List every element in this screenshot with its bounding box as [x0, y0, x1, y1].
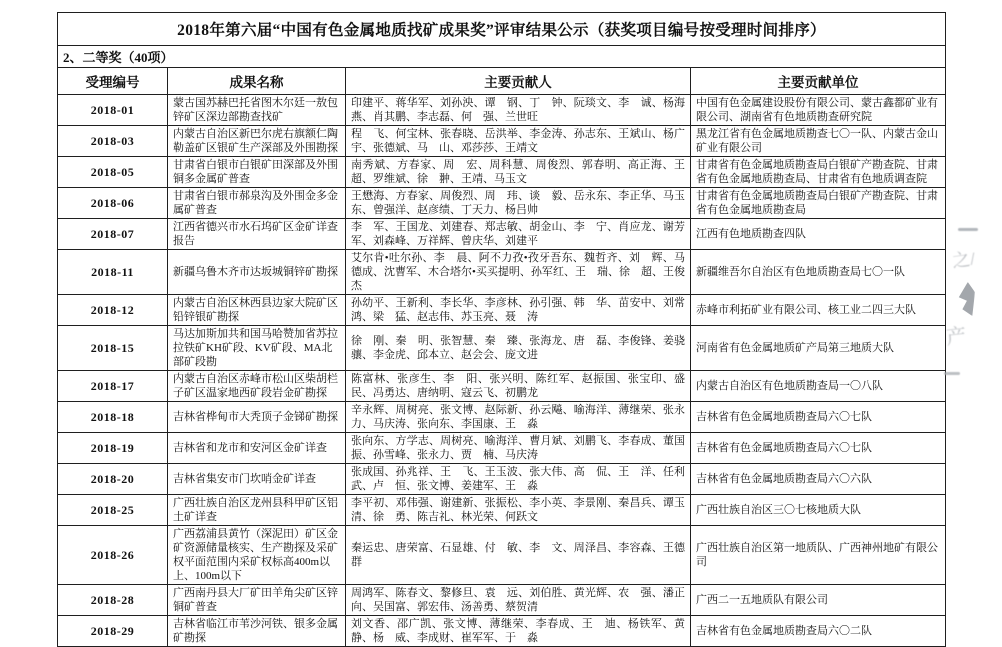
- cell-name: 新疆乌鲁木齐市达坂城铜锌矿勘探: [168, 250, 346, 295]
- cell-name: 蒙古国苏赫巴托省图木尔廷一敖包锌矿区深边部勘查找矿: [168, 95, 346, 126]
- cell-units: 黑龙江省有色金属地质勘查七〇一队、内蒙古金山矿业有限公司: [691, 126, 946, 157]
- cell-id: 2018-03: [58, 126, 168, 157]
- cell-contributors: 南秀斌、方春家、周 宏、周科慧、周俊烈、郭春明、高正海、王超、罗维斌、徐 翀、王靖、马玉文: [346, 157, 691, 188]
- cell-units: 新疆维吾尔自治区有色地质勘查局七〇一队: [691, 250, 946, 295]
- cell-contributors: 张成国、孙兆祥、王 飞、王玉波、张大伟、高 侃、王 洋、任利武、卢 恒、张文博、姜建军、王 淼: [346, 464, 691, 495]
- cell-name: 吉林省桦甸市大秃顶子金锑矿勘探: [168, 402, 346, 433]
- cell-units: 吉林省有色金属地质勘查局六〇二队: [691, 616, 946, 647]
- column-header-row: [58, 68, 946, 95]
- cell-contributors: 艾尔肯•吐尔孙、李 晨、阿不力孜•孜牙吾东、魏哲齐、刘 辉、马德成、沈曹军、木合塔尔•买买提明、孙军红、王 瑞、徐 超、王俊杰: [346, 250, 691, 295]
- scan-artifact-glyph: 产: [945, 325, 968, 349]
- cell-units: 甘肃省有色金属地质勘查局白银矿产勘查院、甘肃省有色金属地质勘查局、甘肃省有色地质调查院: [691, 157, 946, 188]
- cell-contributors: 程 飞、何宝林、张春晓、岳洪举、李金涛、孙志东、王斌山、杨广宇、张德斌、马 山、邓莎莎、王靖文: [346, 126, 691, 157]
- table-row: [58, 371, 946, 402]
- cell-id: 2018-15: [58, 326, 168, 371]
- cell-id: 2018-25: [58, 495, 168, 526]
- table-row: [58, 250, 946, 295]
- cell-contributors: 李平初、邓伟强、谢建新、张振松、李小英、李景刚、秦昌兵、谭玉清、徐 勇、陈吉礼、林光荣、何跃文: [346, 495, 691, 526]
- cell-name: 内蒙古自治区林西县边家大院矿区铅锌银矿勘探: [168, 295, 346, 326]
- cell-contributors: 秦运忠、唐荣富、石显雄、付 敏、李 文、周泽昌、李容森、王德群: [346, 526, 691, 585]
- cell-name: 广西荔浦县黄竹（深泥田）矿区金矿资源储量核实、生产勘探及采矿权平面范围内采矿权标高400m以上、100m以下: [168, 526, 346, 585]
- cell-units: 吉林省有色金属地质勘查局六〇七队: [691, 433, 946, 464]
- title-row: [58, 13, 946, 46]
- table-row: [58, 433, 946, 464]
- table-row: [58, 295, 946, 326]
- cell-units: 中国有色金属建设股份有限公司、蒙古鑫都矿业有限公司、湖南省有色地质勘查研究院: [691, 95, 946, 126]
- cell-units: 内蒙古自治区有色地质勘查局一〇八队: [691, 371, 946, 402]
- cell-name: 内蒙古自治区新巴尔虎右旗额仁陶勒盖矿区银矿生产深部及外围勘探: [168, 126, 346, 157]
- section-label: 2、二等奖（40项）: [58, 46, 946, 68]
- cell-id: 2018-12: [58, 295, 168, 326]
- cell-contributors: 孙幼平、王新利、李长华、李彦林、孙引强、韩 华、苗安中、刘常鸿、梁 猛、赵志伟、苏玉亮、聂 涛: [346, 295, 691, 326]
- cell-units: 河南省有色金属地质矿产局第三地质大队: [691, 326, 946, 371]
- cell-name: 马达加斯加共和国马哈赞加省苏拉拉铁矿KH矿段、KV矿段、MA北部矿段勘: [168, 326, 346, 371]
- table-row: [58, 126, 946, 157]
- cell-name: 甘肃省白银市白银矿田深部及外围铜多金属矿普查: [168, 157, 346, 188]
- cell-id: 2018-11: [58, 250, 168, 295]
- column-header: 受理编号: [58, 68, 168, 95]
- cell-id: 2018-19: [58, 433, 168, 464]
- cell-contributors: 辛永辉、周树亮、张文博、赵际新、孙云飚、喻海洋、薄继荣、张永力、马庆涛、张向东、李国康、王 淼: [346, 402, 691, 433]
- table-row: [58, 402, 946, 433]
- cell-units: 赤峰市利拓矿业有限公司、核工业二四三大队: [691, 295, 946, 326]
- cell-name: 甘肃省白银市郝泉沟及外围金多金属矿普查: [168, 188, 346, 219]
- cell-id: 2018-20: [58, 464, 168, 495]
- column-header: 主要贡献人: [346, 68, 691, 95]
- table-row: [58, 326, 946, 371]
- cell-id: 2018-17: [58, 371, 168, 402]
- table-row: [58, 219, 946, 250]
- cell-name: 广西壮族自治区龙州县科甲矿区铝土矿详查: [168, 495, 346, 526]
- table-row: [58, 188, 946, 219]
- cell-name: 吉林省临江市苇沙河铁、银多金属矿勘探: [168, 616, 346, 647]
- scan-artifact-dash: [944, 372, 960, 375]
- scan-artifact-dash: [958, 228, 978, 231]
- table-row: [58, 616, 946, 647]
- cell-id: 2018-05: [58, 157, 168, 188]
- cell-name: 江西省德兴市水石坞矿区金矿详查报告: [168, 219, 346, 250]
- cell-contributors: 张向东、方学志、周树亮、喻海洋、曹月斌、刘鹏飞、李春成、董国振、孙雪峰、张永力、贾 楠、马庆涛: [346, 433, 691, 464]
- cell-id: 2018-07: [58, 219, 168, 250]
- column-header: 成果名称: [168, 68, 346, 95]
- cell-name: 吉林省和龙市和安河区金矿详查: [168, 433, 346, 464]
- cell-contributors: 徐 刚、秦 明、张智慧、秦 臻、张海龙、唐 磊、李俊锋、姜骁骧、李金虎、邱本立、赵会会、庞文进: [346, 326, 691, 371]
- cell-units: 甘肃省有色金属地质勘查局白银矿产勘查院、甘肃省有色金属地质勘查局: [691, 188, 946, 219]
- cell-id: 2018-28: [58, 585, 168, 616]
- cell-contributors: 王懋海、方春家、周俊烈、周 玮、谈 毅、岳永东、李正华、马玉东、曾强洋、赵彦绩、丁天力、杨吕帅: [346, 188, 691, 219]
- cell-contributors: 陈富林、张彦生、李 阳、张兴明、陈红军、赵振国、张宝印、盛民、冯勇达、唐纳明、寇云飞、初鹏龙: [346, 371, 691, 402]
- cell-id: 2018-01: [58, 95, 168, 126]
- table-row: [58, 526, 946, 585]
- cell-contributors: 周鸿军、陈春文、黎修旦、袁 远、刘伯胜、黄光辉、农 强、潘正向、吴国富、郭宏伟、汤善勇、蔡贺清: [346, 585, 691, 616]
- cell-units: 江西有色地质勘查四队: [691, 219, 946, 250]
- table-row: [58, 585, 946, 616]
- cell-id: 2018-06: [58, 188, 168, 219]
- awards-table: [57, 12, 946, 647]
- scan-artifact-blob: [957, 282, 975, 316]
- cell-units: 吉林省有色金属地质勘查局六〇七队: [691, 402, 946, 433]
- cell-contributors: 印建平、蒋华军、刘孙泱、谭 钢、丁 钟、阮琰文、李 诚、杨海燕、肖其鹏、李志磊、何 强、兰世旺: [346, 95, 691, 126]
- cell-id: 2018-18: [58, 402, 168, 433]
- table-row: [58, 464, 946, 495]
- cell-name: 内蒙古自治区赤峰市松山区柴胡栏子矿区温家地西矿段岩金矿勘探: [168, 371, 346, 402]
- cell-units: 广西壮族自治区三〇七核地质大队: [691, 495, 946, 526]
- section-row: [58, 46, 946, 68]
- scan-artifact-glyph: 之/: [950, 248, 977, 272]
- table-row: [58, 495, 946, 526]
- cell-contributors: 李 军、王国龙、刘建春、郑志敏、胡金山、李 宁、肖应龙、谢芳军、刘森峰、万祥辉、曾庆华、刘建平: [346, 219, 691, 250]
- cell-name: 广西南丹县大厂矿田羊角尖矿区锌铜矿普查: [168, 585, 346, 616]
- column-header: 主要贡献单位: [691, 68, 946, 95]
- cell-id: 2018-29: [58, 616, 168, 647]
- cell-units: 吉林省有色金属地质勘查局六〇六队: [691, 464, 946, 495]
- table-row: [58, 95, 946, 126]
- cell-contributors: 刘文香、邵广凯、张文博、薄继荣、李春成、王 迪、杨铁军、黄静、杨 威、李成财、崔军军、于 淼: [346, 616, 691, 647]
- table-row: [58, 157, 946, 188]
- document-title: 2018年第六届“中国有色金属地质找矿成果奖”评审结果公示（获奖项目编号按受理时间排序）: [58, 13, 946, 46]
- cell-units: 广西壮族自治区第一地质队、广西神州地矿有限公司: [691, 526, 946, 585]
- cell-name: 吉林省集安市门坎哨金矿详查: [168, 464, 346, 495]
- cell-units: 广西二一五地质队有限公司: [691, 585, 946, 616]
- cell-id: 2018-26: [58, 526, 168, 585]
